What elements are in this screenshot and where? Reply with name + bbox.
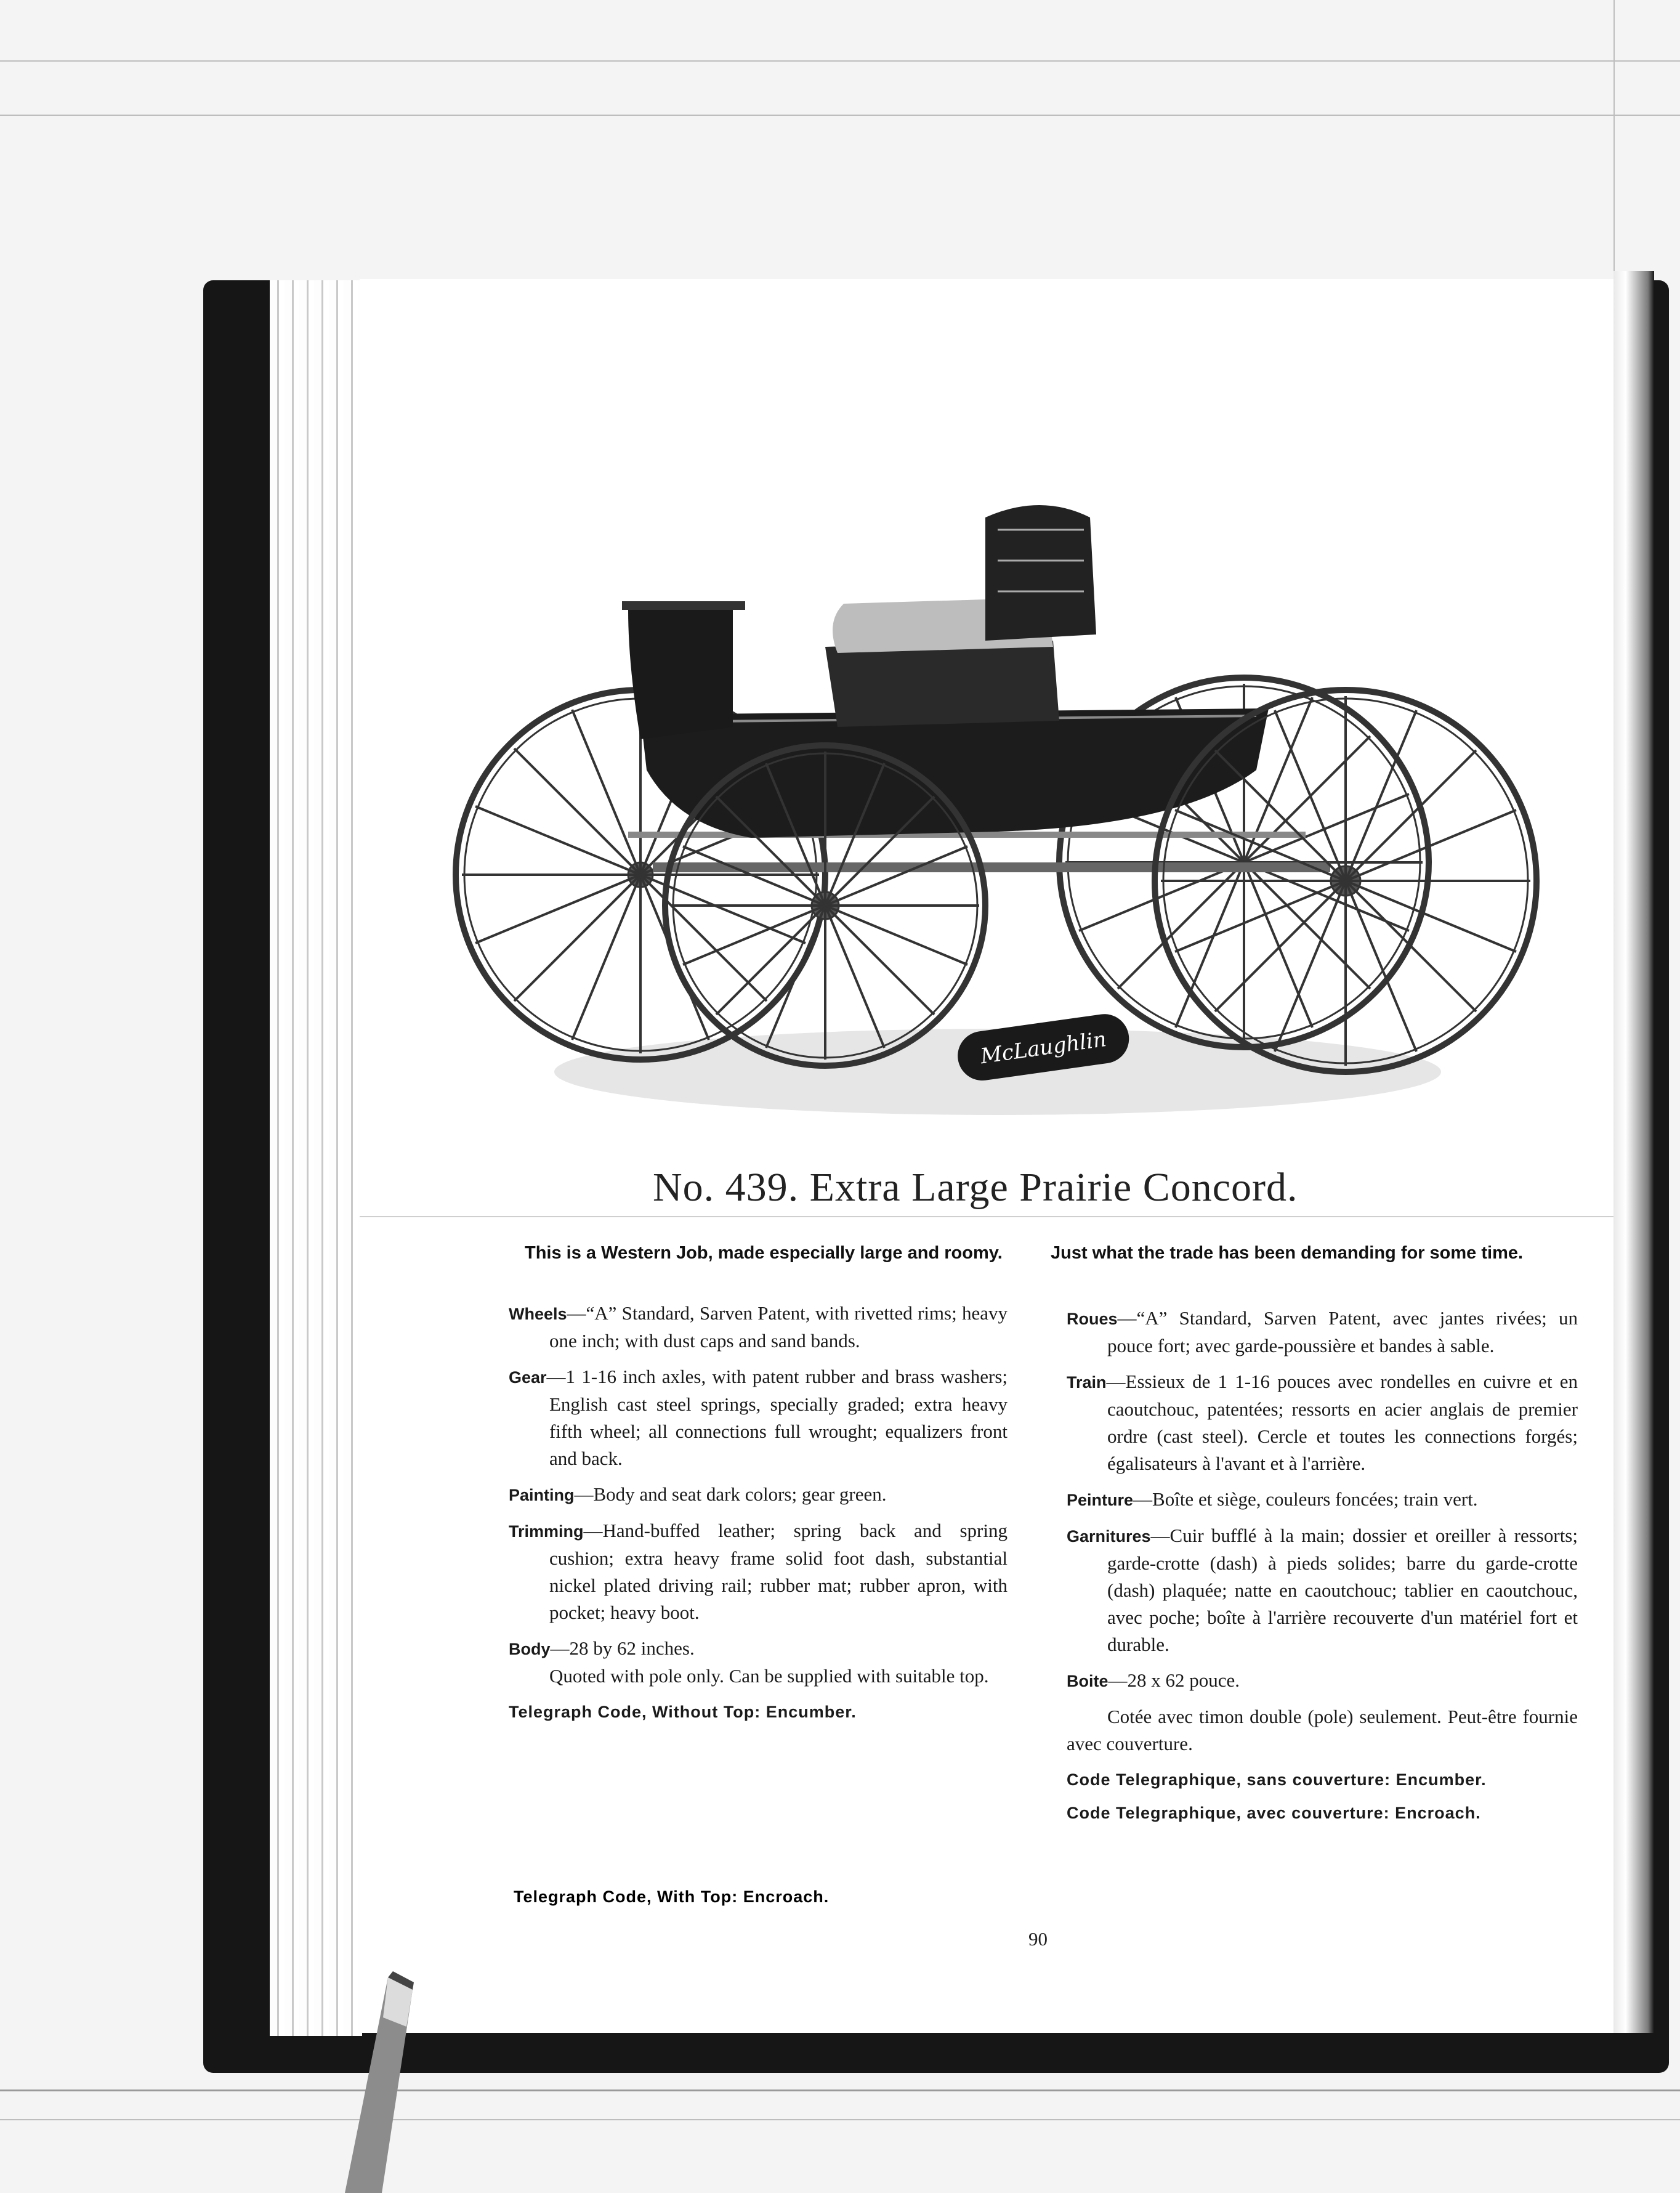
background-line [0, 115, 1680, 116]
signature-text: McLaughlin [979, 1026, 1109, 1069]
pen-icon [345, 1971, 443, 2193]
spec-text: —“A” Standard, Sarven Patent, avec jantes rivées; un pouce fort; avec garde-poussière et bandes à sable. [1107, 1307, 1578, 1356]
spec-label: Wheels [509, 1305, 567, 1323]
french-column [1067, 1305, 1578, 1826]
spec-trimming [509, 1517, 1008, 1626]
code-telegraphique-avec: Code Telegraphique, avec couverture: Encroach. [1067, 1804, 1481, 1822]
page-title: No. 439. Extra Large Prairie Concord. [653, 1165, 1298, 1210]
spec-text: —“A” Standard, Sarven Patent, with rivetted rims; heavy one inch; with dust caps and sand bands. [549, 1302, 1008, 1352]
spec-quoted: Quoted with pole only. Can be supplied with suitable top. [549, 1665, 989, 1687]
background-line [1613, 0, 1615, 271]
spec-label: Body [509, 1640, 551, 1658]
spec-text: —Essieux de 1 1-16 pouces avec rondelles en cuivre et en caoutchouc, patentées; ressorts en acier anglais de premier ordre (cast steel). Cercle et toutes les connections forgés; égalisateurs à l'avant et à l'arrière. [1106, 1371, 1578, 1474]
spec-peinture [1067, 1486, 1578, 1514]
carriage-illustration [443, 480, 1626, 1133]
spec-label: Gear [509, 1368, 547, 1387]
intro-right: Just what the trade has been demanding for some time. [1051, 1243, 1524, 1263]
spec-gear [509, 1363, 1008, 1472]
spec-text: —Boîte et siège, couleurs foncées; train vert. [1133, 1488, 1478, 1510]
code-telegraphique-sans: Code Telegraphique, sans couverture: Encumber. [1067, 1770, 1487, 1789]
wheel-front-left [665, 745, 985, 1066]
spec-text: —28 by 62 inches. [550, 1637, 695, 1659]
spec-label: Painting [509, 1486, 575, 1504]
background-line [0, 2119, 1680, 2120]
spec-text: —Body and seat dark colors; gear green. [574, 1483, 887, 1505]
spec-cotee: Cotée avec timon double (pole) seulement. Peut-être fournie avec couverture. [1067, 1706, 1578, 1754]
spec-body [509, 1635, 1008, 1663]
wheel-front-right [1155, 690, 1537, 1072]
spec-text: —28 x 62 pouce. [1108, 1669, 1240, 1691]
spec-train [1067, 1368, 1578, 1477]
background-line [0, 60, 1680, 62]
spec-painting [509, 1481, 1008, 1509]
spec-label: Train [1067, 1373, 1107, 1392]
page-number: 90 [1028, 1928, 1048, 1950]
spec-label: Boite [1067, 1672, 1109, 1690]
spec-label: Garnitures [1067, 1527, 1151, 1546]
spec-garnitures [1067, 1522, 1578, 1658]
spec-label: Peinture [1067, 1491, 1134, 1509]
page-edges [270, 280, 362, 2036]
spec-boite [1067, 1667, 1578, 1695]
spec-text: —1 1-16 inch axles, with patent rubber and brass washers; English cast steel springs, specially graded; extra heavy fifth wheel; all connections full wrought; equalizers front and back. [546, 1366, 1008, 1469]
title-rule [360, 1216, 1613, 1217]
spec-wheels [509, 1300, 1008, 1355]
spec-label: Roues [1067, 1310, 1118, 1328]
telegraph-code-without-top: Telegraph Code, Without Top: Encumber. [509, 1703, 857, 1721]
background-line [0, 2090, 1680, 2091]
spec-roues [1067, 1305, 1578, 1360]
english-column [509, 1300, 1008, 1725]
telegraph-code-with-top: Telegraph Code, With Top: Encroach. [514, 1887, 830, 1906]
intro-left: This is a Western Job, made especially large and roomy. [525, 1243, 1003, 1263]
spec-text: —Cuir bufflé à la main; dossier et oreiller à ressorts; garde-crotte (dash) à pieds solides; barre du garde-crotte (dash) plaquée; natte en caoutchouc; tablier en caoutchouc, avec poche; boîte à l'arrière recouverte d'un matériel fort et durable. [1107, 1525, 1578, 1655]
spec-text: —Hand-buffed leather; spring back and spring cushion; extra heavy frame solid foot dash, substantial nickel plated driving rail; rubber mat; rubber apron, with pocket; heavy boot. [549, 1520, 1008, 1623]
spec-label: Trimming [509, 1522, 584, 1541]
